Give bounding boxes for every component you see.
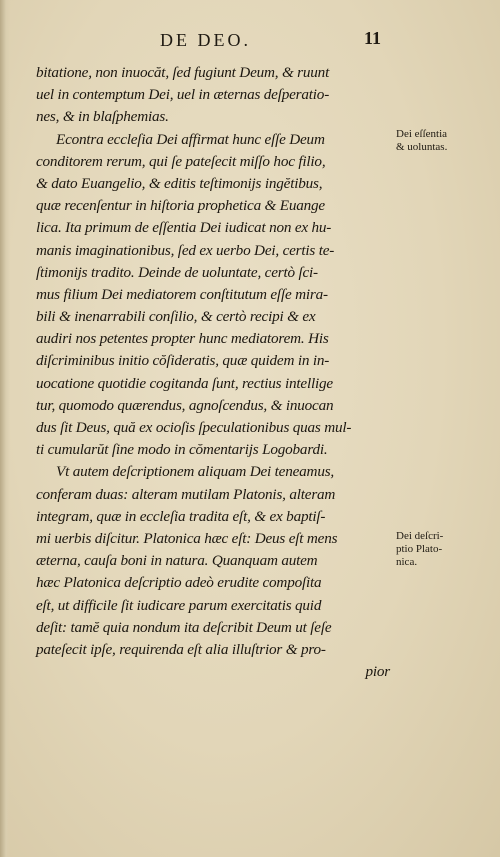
text-line: uocatione quotidie cogitanda ſunt, rectius intellige — [36, 374, 333, 392]
text-line: Econtra eccleſia Dei affirmat hunc eſſe Deum — [56, 130, 325, 148]
marginal-note-line: & uoluntas. — [396, 141, 448, 153]
text-line: nes, & in blaſphemias. — [36, 108, 169, 126]
body-text — [36, 62, 396, 683]
text-line: bili & inenarrabili conſilio, & certò recipi & ex — [36, 308, 316, 326]
text-line: manis imaginationibus, ſed ex uerbo Dei, certis te- — [36, 241, 335, 259]
show-through-text — [400, 300, 460, 370]
marginal-note-platonica — [396, 530, 496, 569]
text-line: diſcriminibus initio cŏſideratis, quæ quidem in in- — [36, 352, 330, 370]
text-line: audiri nos petentes propter hunc mediatorem. His — [36, 330, 329, 348]
text-line: & dato Euangelio, & editis teſtimonijs ingĕtibus, — [36, 174, 323, 192]
text-line: lica. Ita primum de eſſentia Dei iudicat non ex hu- — [36, 219, 332, 237]
text-line: tur, quomodo quærendus, agnoſcendus, & inuocan — [36, 396, 334, 414]
running-head — [0, 30, 500, 54]
text-line: deſit: tamĕ quia nondum ita deſcribit Deum ut ſeſe — [36, 618, 332, 636]
text-line: integram, quæ in eccleſia tradita eſt, & ex baptiſ- — [36, 507, 326, 525]
page-number: 11 — [364, 28, 382, 48]
text-line: eſt, ut difficile ſit iudicare parum exercitatis quid — [36, 596, 322, 614]
marginal-note-line: ptio Plato- — [396, 543, 443, 555]
marginal-note-line: Dei deſcri- — [396, 530, 444, 542]
text-line: Vt autem deſcriptionem aliquam Dei teneamus, — [56, 463, 335, 481]
text-line: æterna, cauſa boni in natura. Quanquam autem — [36, 552, 318, 570]
text-line: mus filium Dei mediatorem conſtitutum eſſe mira- — [36, 285, 328, 303]
marginal-note-line: nica. — [396, 556, 418, 568]
text-line: pateſecit ipſe, requirenda eſt alia illuſtrior & pro- — [36, 640, 326, 658]
text-line: quæ recenſentur in hiſtoria prophetica & Euange — [36, 197, 325, 215]
text-line: bitatione, non inuocăt, ſed fugiunt Deum, & ruunt — [36, 64, 330, 81]
marginal-note-essentia — [396, 128, 496, 154]
catchword: pior — [365, 663, 390, 681]
text-line: ti cumularŭt ſine modo in cŏmentarijs Logobardi. — [36, 441, 328, 459]
text-line: conditorem rerum, qui ſe pateſecit miſſo hoc filio, — [36, 152, 326, 170]
text-line: mi uerbis diſcitur. Platonica hæc eſt: Deus eſt mens — [36, 529, 338, 547]
text-line: conferam duas: alteram mutilam Platonis, alteram — [36, 485, 336, 503]
text-line: dus ſit Deus, quă ex ocioſis ſpeculationibus quas mul- — [36, 419, 352, 436]
text-line: ſtimonijs tradito. Deinde de uoluntate, certò ſci- — [36, 263, 318, 281]
text-line: uel in contemptum Dei, uel in æternas deſperatio- — [36, 86, 330, 104]
running-head-title: DE DEO. — [160, 30, 251, 50]
page-gutter-shadow — [0, 0, 10, 857]
text-line: hæc Platonica deſcriptio adeò erudite compoſita — [36, 574, 322, 592]
marginal-note-line: Dei eſſentia — [396, 128, 448, 140]
